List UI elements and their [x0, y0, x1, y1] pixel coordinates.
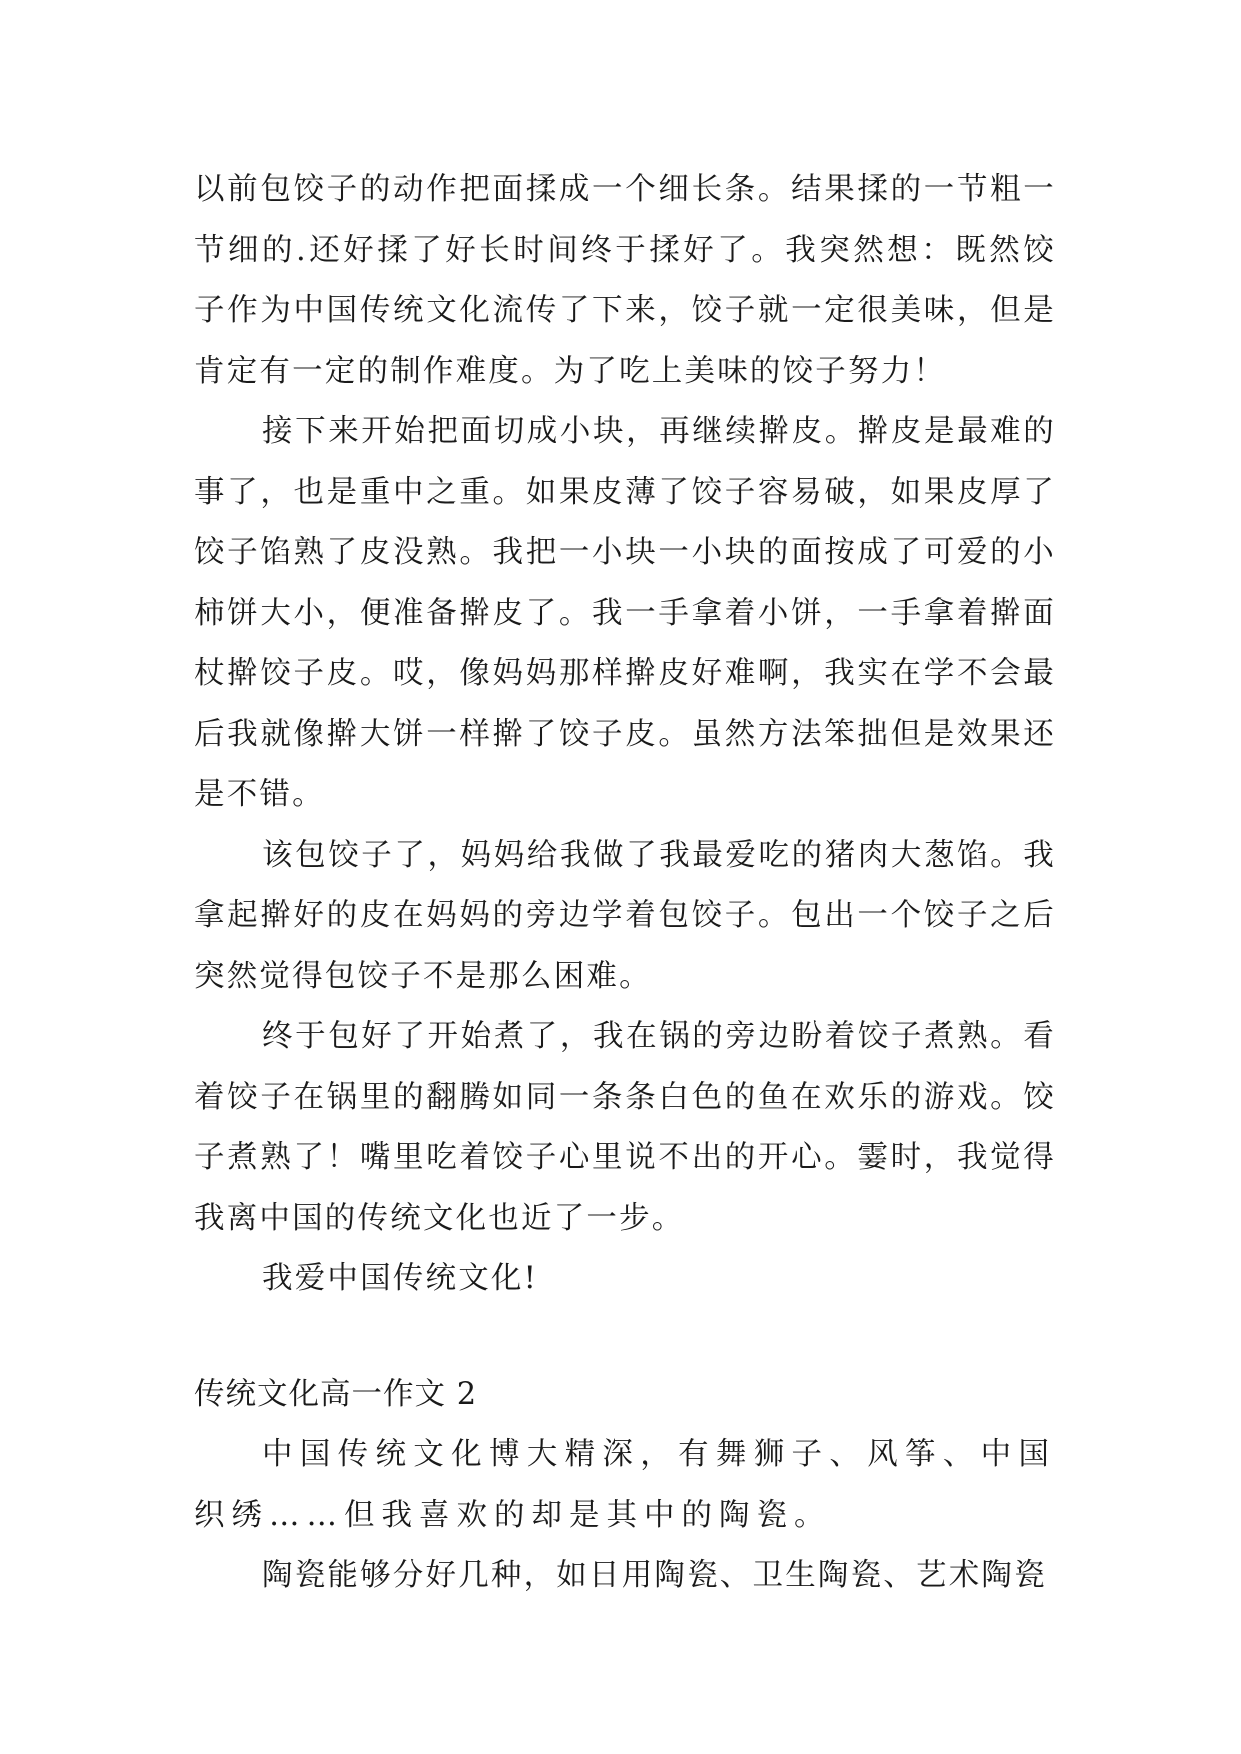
paragraph-4: 终于包好了开始煮了，我在锅的旁边盼着饺子煮熟。看着饺子在锅里的翻腾如同一条条白色的鱼在欢乐的游戏。饺子煮熟了！嘴里吃着饺子心里说不出的开心。霎时，我觉得我离中国的传统文化也近了一步。	[194, 1019, 1056, 1236]
section-heading: 传统文化高一作文 2	[194, 1376, 478, 1412]
paragraph-5: 我爱中国传统文化!	[262, 1261, 539, 1296]
paragraph-7: 陶瓷能够分好几种，如日用陶瓷、卫生陶瓷、艺术陶瓷	[262, 1558, 1047, 1593]
document-page	[194, 160, 1056, 1607]
paragraph-6: 中国传统文化博大精深，有舞狮子、风筝、中国织绣……但我喜欢的却是其中的陶瓷。	[194, 1437, 1056, 1533]
paragraph-1: 以前包饺子的动作把面揉成一个细长条。结果揉的一节粗一节细的.还好揉了好长时间终于揉好了。我突然想：既然饺子作为中国传统文化流传了下来，饺子就一定很美味，但是肯定有一定的制作难度。为了吃上美味的饺子努力！	[194, 172, 1056, 389]
section-spacer	[194, 1310, 1056, 1365]
paragraph-2: 接下来开始把面切成小块，再继续擀皮。擀皮是最难的事了，也是重中之重。如果皮薄了饺子容易破，如果皮厚了饺子馅熟了皮没熟。我把一小块一小块的面按成了可爱的小柿饼大小，便准备擀皮了。我一手拿着小饼，一手拿着擀面杖擀饺子皮。哎，像妈妈那样擀皮好难啊，我实在学不会最后我就像擀大饼一样擀了饺子皮。虽然方法笨拙但是效果还是不错。	[194, 414, 1056, 812]
paragraph-3: 该包饺子了，妈妈给我做了我最爱吃的猪肉大葱馅。我拿起擀好的皮在妈妈的旁边学着包饺子。包出一个饺子之后突然觉得包饺子不是那么困难。	[194, 837, 1056, 994]
